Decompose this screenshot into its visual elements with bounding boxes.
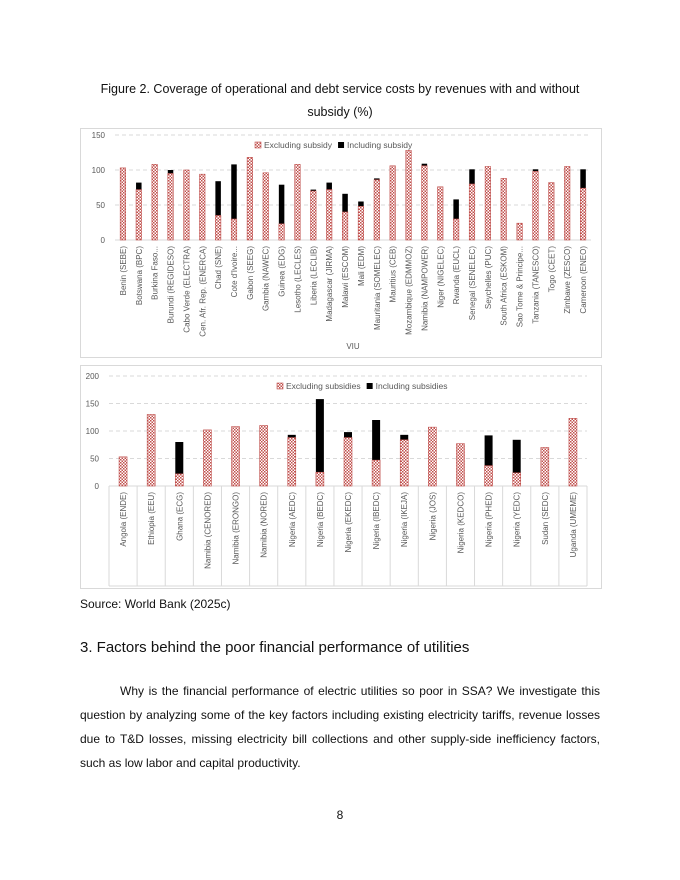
chart-viu-coverage	[80, 128, 602, 358]
chart1-bar-excluding	[200, 174, 206, 240]
chart1-category-label: Cabo Verde (ELECTRA)	[182, 246, 192, 333]
chart2-category-label: Ghana (ECG)	[175, 492, 185, 541]
chart2-bar-excluding	[456, 444, 464, 486]
chart1-bar-excluding	[453, 219, 459, 240]
chart1-bar-including	[326, 183, 332, 190]
chart1-bar-excluding	[279, 224, 285, 240]
chart-distribution-coverage	[80, 365, 602, 589]
chart2-legend-label-excluding: Excluding subsidies	[286, 381, 361, 391]
chart1-category-label: Mali (EDM)	[356, 246, 366, 286]
chart2-bar-including	[316, 399, 324, 472]
chart1-bar-excluding	[215, 216, 221, 241]
chart1-bar-excluding	[517, 223, 523, 240]
chart2-category-label: Nigeria (AEDC)	[287, 492, 297, 548]
chart1-bar-excluding	[564, 167, 570, 241]
chart1-bar-including	[231, 164, 237, 219]
chart1-bar-excluding	[358, 206, 364, 240]
chart2-category-label: Nigeria (IBEDC)	[372, 492, 382, 550]
chart1-bar-including	[580, 169, 586, 188]
chart1-bar-including	[422, 164, 428, 166]
chart1-category-label: Guinea (EDG)	[277, 246, 287, 297]
chart1-category-label: Mozambique (EDMMOZ)	[404, 246, 414, 335]
chart2-y-tick-label: 100	[85, 427, 99, 436]
chart2-y-tick-label: 50	[90, 454, 99, 464]
chart1-bar-excluding	[263, 173, 269, 240]
chart1-bar-including	[279, 185, 285, 224]
chart1-bar-excluding	[390, 166, 396, 240]
chart1-category-label: Rwanda (EUCL)	[452, 246, 462, 305]
chart2-bar-excluding	[175, 474, 183, 486]
chart1-category-label: Mauritania (SOMELEC)	[372, 246, 382, 331]
chart2-legend-label-including: Including subsidies	[375, 381, 448, 391]
chart2-legend-swatch-including	[367, 383, 373, 389]
chart1-category-label: Cote d'Ivoire...	[230, 246, 239, 298]
chart1-bar-excluding	[326, 190, 332, 240]
chart1-category-label: Namibia (NAMPOWER)	[420, 246, 430, 331]
chart1-category-label: Sao Tome & Principe...	[515, 245, 525, 328]
chart2-bar-excluding	[372, 460, 380, 486]
chart1-bar-excluding	[374, 180, 380, 240]
chart1-bar-including	[469, 169, 475, 184]
chart2-bar-including	[400, 435, 408, 440]
chart1-bar-excluding	[501, 178, 507, 240]
chart1-category-label: Zimbawe (ZESCO)	[563, 246, 573, 314]
chart2-category-label: Sudan (SEDC)	[540, 491, 550, 545]
chart1-bar-excluding	[136, 190, 142, 240]
chart2-category-label: Angola (ENDE)	[119, 492, 129, 547]
chart1-bar-excluding	[168, 174, 174, 241]
chart1-category-label: Cen. Afr. Rep. (ENERCA)	[198, 246, 208, 337]
chart2-bar-excluding	[316, 472, 324, 486]
chart1-bar-excluding	[549, 183, 555, 240]
chart1-category-label: Chad (SNE)	[214, 246, 224, 290]
chart2-legend-swatch-excluding	[277, 383, 283, 389]
chart1-category-label: Benin (SEBE)	[118, 246, 128, 296]
body-paragraph: Why is the financial performance of electric utilities so poor in SSA? We investigate this question by analyzing some of the key factors including existing electricity tariffs, revenue losses due to T&D losses, missing electricity bill collections and other supply-side inefficiency factors, such as low labor and capital productivity.	[80, 684, 600, 770]
chart1-category-label: Malawi (ESCOM)	[341, 246, 351, 308]
chart1-bar-excluding	[580, 188, 586, 240]
chart1-bar-excluding	[311, 191, 317, 240]
chart1-bar-excluding	[438, 187, 444, 240]
chart1-category-label: Togo (CEET)	[547, 246, 557, 293]
chart2-bar-excluding	[485, 466, 493, 486]
chart1-bar-excluding	[533, 171, 539, 240]
chart1-y-tick-label: 150	[91, 131, 105, 140]
chart1-bar-including	[168, 170, 174, 174]
chart1-bar-excluding	[152, 164, 158, 240]
chart-viu-svg	[81, 129, 601, 357]
chart1-y-tick-label: 0	[100, 236, 105, 245]
chart1-category-label: Madagascar (JIRMA)	[325, 246, 335, 322]
chart1-category-label: Senegal (SENELEC)	[468, 246, 477, 321]
chart1-y-tick-label: 50	[96, 201, 105, 210]
chart1-bar-including	[533, 169, 539, 171]
chart2-category-label: Ethiopia (EEU)	[147, 492, 157, 545]
chart2-category-label: Namibia (NORED)	[259, 492, 269, 558]
chart2-category-label: Namibia (ERONGO)	[231, 492, 241, 565]
chart2-category-label: Nigeria (IKEJA)	[400, 492, 410, 548]
figure-caption: Figure 2. Coverage of operational and debt service costs by revenues with and without subsidy (%)	[100, 82, 580, 119]
chart1-category-label: Tanzania (TANESCO)	[531, 246, 541, 324]
chart1-category-label: Cameroon (ENEO)	[579, 245, 589, 314]
chart2-y-tick-label: 0	[94, 482, 99, 491]
chart1-category-label: Botswana (BPC)	[134, 246, 144, 306]
chart1-category-label: Gambia (NAWEC)	[261, 246, 271, 312]
chart2-bar-excluding	[288, 438, 296, 486]
chart1-legend-label-including: Including subsidy	[347, 140, 413, 150]
chart1-bar-excluding	[469, 184, 475, 240]
chart1-category-label: Seychelles (PUC)	[483, 246, 493, 310]
section-heading: 3. Factors behind the poor financial performance of utilities	[80, 639, 470, 656]
chart2-bar-including	[485, 435, 493, 465]
chart1-y-tick-label: 100	[91, 166, 105, 175]
chart1-bar-excluding	[295, 164, 301, 240]
chart2-category-label: Nigeria (KEDCO)	[456, 492, 466, 554]
chart2-bar-including	[288, 435, 296, 438]
chart2-bar-including	[513, 440, 521, 473]
chart2-bar-including	[175, 442, 183, 474]
chart2-bar-including	[344, 432, 352, 438]
chart2-category-label: Uganda (UMEME)	[568, 492, 578, 558]
chart1-legend-label-excluding: Excluding subsidy	[264, 140, 333, 150]
chart2-bar-excluding	[232, 427, 240, 486]
page-number: 8	[336, 808, 344, 822]
chart1-bar-excluding	[406, 150, 412, 240]
chart2-bar-excluding	[119, 457, 127, 486]
chart1-bar-excluding	[485, 167, 491, 241]
chart-distribution-svg	[81, 366, 601, 588]
chart2-category-label: Nigeria (JOS)	[428, 492, 438, 541]
chart1-bar-including	[453, 199, 459, 219]
chart2-bar-including	[372, 420, 380, 460]
chart2-bar-excluding	[400, 440, 408, 486]
chart1-bar-excluding	[247, 157, 253, 240]
chart2-y-tick-label: 150	[85, 399, 99, 409]
chart1-category-label: Niger (NIGELEC)	[436, 246, 446, 308]
chart1-legend-swatch-including	[338, 142, 344, 148]
chart1-bar-excluding	[120, 168, 126, 240]
chart1-category-label: South Africa (ESKOM)	[499, 246, 509, 326]
chart2-y-tick-label: 200	[85, 372, 99, 381]
chart1-bar-including	[358, 202, 364, 207]
chart1-bar-including	[136, 183, 142, 190]
chart1-category-label: Gabon (SEEG)	[245, 246, 255, 300]
chart2-bar-excluding	[541, 448, 549, 487]
chart2-bar-excluding	[513, 473, 521, 486]
chart2-bar-excluding	[260, 426, 268, 487]
chart2-bar-excluding	[569, 418, 577, 486]
chart2-bar-excluding	[344, 438, 352, 486]
chart2-category-label: Nigeria (EKEDC)	[344, 492, 353, 553]
chart2-category-label: Namibia (CENORED)	[203, 492, 213, 569]
chart1-category-label: Liberia (LECLIB)	[309, 245, 319, 306]
chart1-bar-excluding	[184, 170, 190, 240]
chart1-category-label: Lesotho (LECLES)	[293, 246, 303, 313]
chart2-category-label: Nigeria (BEDC)	[315, 492, 325, 548]
chart1-bar-excluding	[342, 212, 348, 240]
chart2-bar-excluding	[147, 415, 155, 487]
chart2-category-label: Nigeria (YEDC)	[512, 492, 522, 548]
chart1-category-label: Burundi (REGIDESO)	[166, 246, 176, 324]
figure-source: Source: World Bank (2025c)	[80, 597, 231, 611]
chart1-legend-swatch-excluding	[255, 142, 261, 148]
chart2-category-label: Nigeria (PHED)	[484, 492, 494, 548]
chart1-bar-including	[215, 181, 221, 215]
chart1-bar-including	[342, 194, 348, 212]
chart1-x-axis-title: VIU	[346, 342, 360, 351]
chart2-bar-excluding	[203, 430, 211, 486]
chart1-bar-excluding	[231, 219, 237, 240]
chart1-category-label: Mauritius (CEB)	[388, 246, 398, 303]
chart1-bar-excluding	[422, 166, 428, 240]
chart2-bar-excluding	[428, 427, 436, 486]
chart1-category-label: Burkina Faso...	[150, 246, 160, 300]
